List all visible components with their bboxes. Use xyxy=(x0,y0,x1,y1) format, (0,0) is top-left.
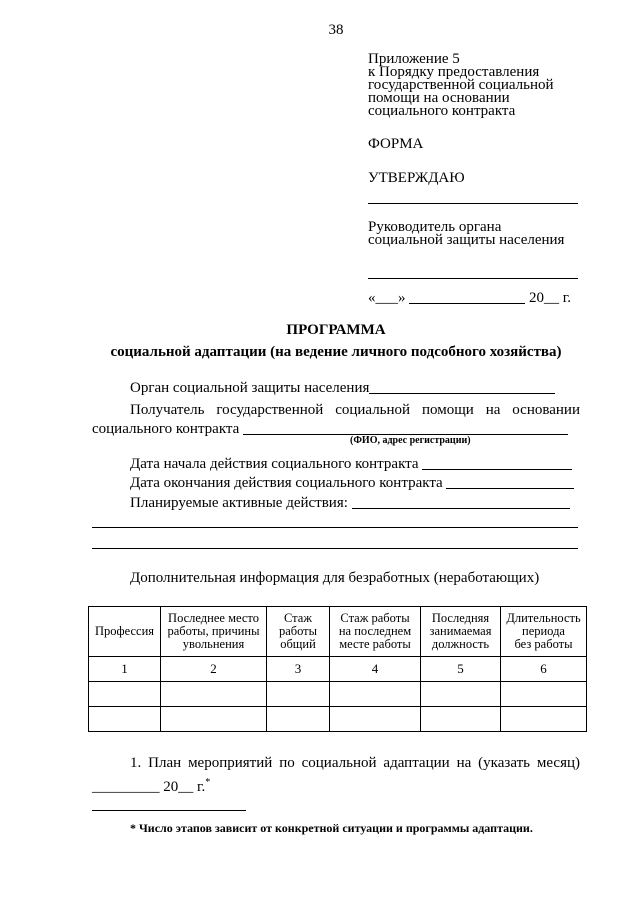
table-empty-cell xyxy=(330,682,421,707)
recipient-label-line1: Получатель государственной социальной помощи на основании xyxy=(130,402,580,418)
column-header-last-workplace: Последнее место работы, причины увольнения xyxy=(161,607,267,657)
planned-actions-label: Планируемые активные действия: xyxy=(130,495,348,511)
end-date-blank xyxy=(446,487,574,489)
table-empty-cell xyxy=(267,707,330,732)
table-empty-cell xyxy=(501,707,587,732)
plan-item: 1. План мероприятий по социальной адаптации на (указать месяц) xyxy=(130,755,580,771)
column-header-total-experience: Стаж работы общий xyxy=(267,607,330,657)
approval-day: «___» xyxy=(368,290,406,306)
column-number: 3 xyxy=(267,657,330,682)
footnote-separator xyxy=(92,810,246,811)
column-number: 6 xyxy=(501,657,587,682)
organ-blank xyxy=(369,392,555,394)
table-empty-cell xyxy=(501,682,587,707)
approval-label: УТВЕРЖДАЮ xyxy=(368,170,465,186)
approval-month-blank xyxy=(409,302,525,304)
planned-actions-field xyxy=(130,495,570,511)
approver-name-line xyxy=(368,278,578,279)
end-date-label: Дата окончания действия социального контракта xyxy=(130,475,443,491)
column-header-last-position: Последняя занимаемая должность xyxy=(421,607,501,657)
table-empty-cell xyxy=(89,707,161,732)
form-label: ФОРМА xyxy=(368,136,424,152)
footnote-text: * Число этапов зависит от конкретной ситуации и программы адаптации. xyxy=(130,821,533,835)
table-row xyxy=(89,707,587,732)
start-date-blank xyxy=(422,468,572,470)
footnote-mark: * xyxy=(205,777,211,788)
start-date-field xyxy=(130,456,572,472)
table-empty-cell xyxy=(421,682,501,707)
table-empty-cell xyxy=(421,707,501,732)
plan-date-line xyxy=(92,775,210,795)
recipient-hint: (ФИО, адрес регистрации) xyxy=(350,435,471,446)
unemployed-info-table xyxy=(88,606,587,732)
organ-label: Орган социальной защиты населения xyxy=(130,380,370,396)
recipient-label-line2: социального контракта xyxy=(92,421,240,437)
approver-position: Руководитель органа социальной защиты населения xyxy=(368,219,565,248)
table-header-row xyxy=(89,607,587,657)
column-header-profession: Профессия xyxy=(89,607,161,657)
column-number: 5 xyxy=(421,657,501,682)
table-empty-cell xyxy=(267,682,330,707)
planned-actions-line xyxy=(92,527,578,528)
planned-actions-line xyxy=(92,548,578,549)
program-subtitle: социальной адаптации (на ведение личного подсобного хозяйства) xyxy=(110,344,562,360)
organ-field xyxy=(130,380,555,396)
column-number: 2 xyxy=(161,657,267,682)
page-number: 38 xyxy=(328,22,344,38)
column-number: 4 xyxy=(330,657,421,682)
approval-year: 20__ г. xyxy=(529,290,571,306)
table-number-row xyxy=(89,657,587,682)
program-title: ПРОГРАММА xyxy=(286,322,386,338)
table-row xyxy=(89,682,587,707)
column-header-unemployment-duration: Длительность периода без работы xyxy=(501,607,587,657)
signature-line xyxy=(368,203,578,204)
column-header-last-job-experience: Стаж работы на последнем месте работы xyxy=(330,607,421,657)
start-date-label: Дата начала действия социального контракта xyxy=(130,456,419,472)
table-empty-cell xyxy=(330,707,421,732)
table-empty-cell xyxy=(89,682,161,707)
table-empty-cell xyxy=(161,682,267,707)
unemployed-info-heading: Дополнительная информация для безработных (неработающих) xyxy=(130,570,540,586)
approval-date-line xyxy=(368,290,571,306)
appendix-reference: Приложение 5 к Порядку предоставления государственной социальной помощи на основании социального контракта xyxy=(368,51,554,119)
end-date-field xyxy=(130,475,574,491)
plan-date: _________ 20__ г. xyxy=(92,779,206,795)
planned-actions-blank xyxy=(352,507,570,509)
recipient-field xyxy=(92,421,568,437)
column-number: 1 xyxy=(89,657,161,682)
table-empty-cell xyxy=(161,707,267,732)
